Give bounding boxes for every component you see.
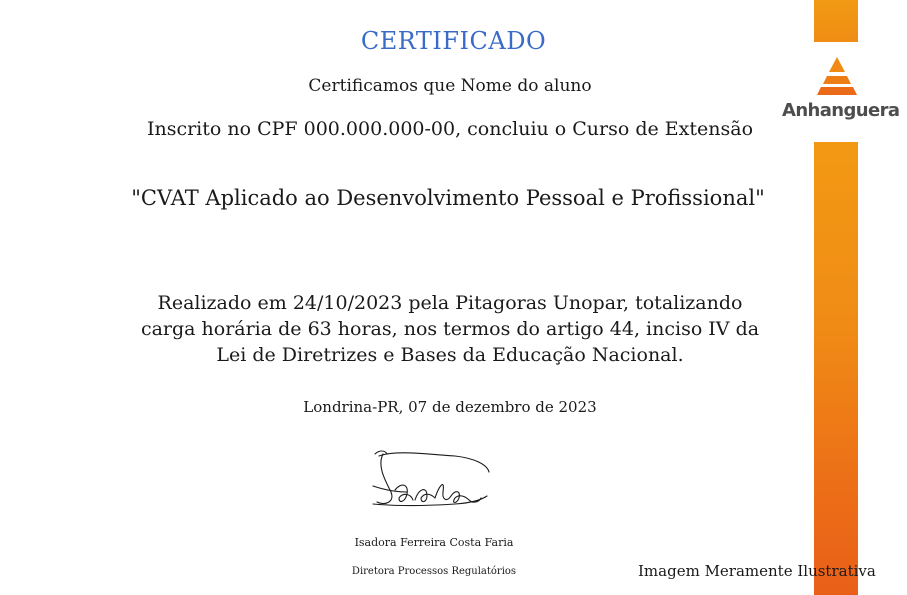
handwritten-signature: [355, 446, 505, 518]
certificate-title: CERTIFICADO: [360, 27, 547, 55]
cpf-line: Inscrito no CPF 000.000.000-00, concluiu o Curso de Extensão: [146, 118, 754, 140]
certify-line: Certificamos que Nome do aluno: [308, 76, 592, 96]
signer-name: Isadora Ferreira Costa Faria: [354, 536, 514, 549]
place-date: Londrina-PR, 07 de dezembro de 2023: [303, 398, 597, 416]
course-name: "CVAT Aplicado ao Desenvolvimento Pessoal e Profissional": [131, 186, 765, 210]
body-line: Realizado em 24/10/2023 pela Pitagoras Unopar, totalizando: [157, 292, 743, 314]
body-line: carga horária de 63 horas, nos termos do artigo 44, inciso IV da: [140, 318, 760, 340]
certificate-body: [0, 290, 900, 368]
signer-role: Diretora Processos Regulatórios: [351, 566, 517, 577]
illustrative-note: Imagem Meramente Ilustrativa: [638, 562, 876, 580]
brand-name: Anhanguera: [782, 100, 900, 121]
body-line: Lei de Diretrizes e Bases da Educação Nacional.: [216, 344, 684, 366]
